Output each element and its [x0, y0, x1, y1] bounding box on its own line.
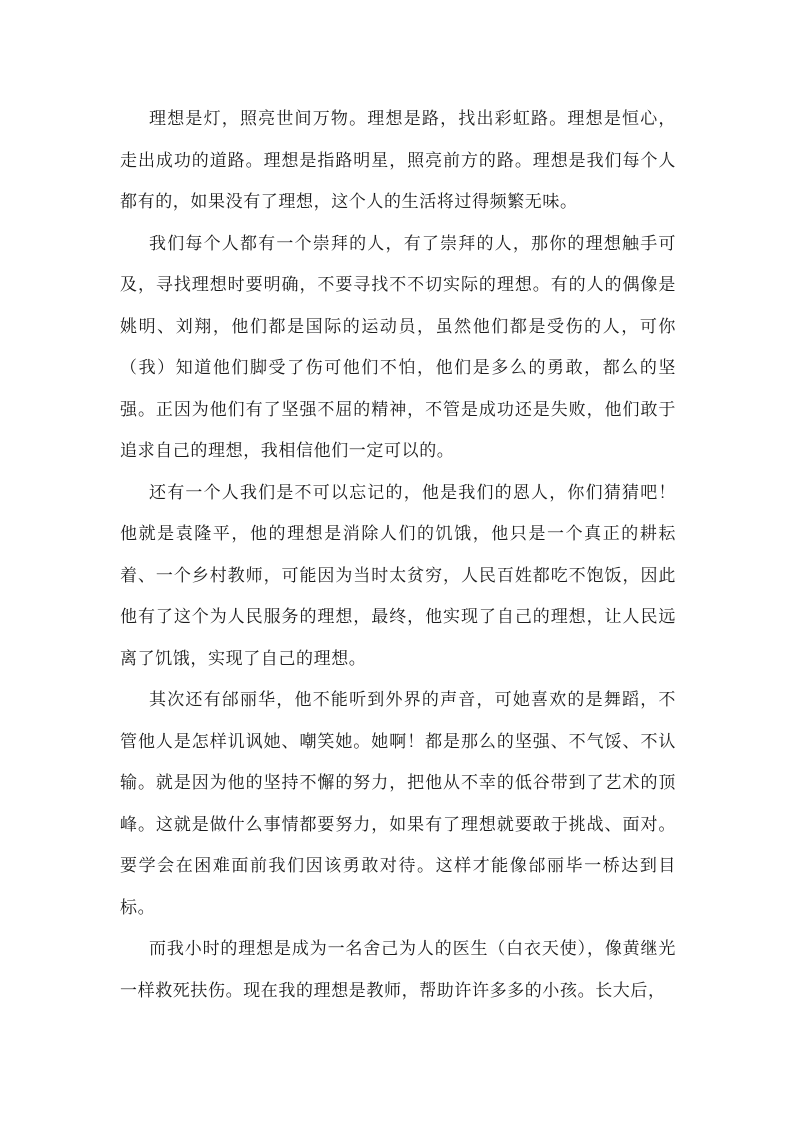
- paragraph-3: 还有一个人我们是不可以忘记的，他是我们的恩人，你们猜猜吧！他就是袁隆平，他的理想是消除人们的饥饿，他只是一个真正的耕耘着、一个乡村教师，可能因为当时太贫穷，人民百姓都吃不饱饭，因此他有了这个为人民服务的理想，最终，他实现了自己的理想，让人民远离了饥饿，实现了自己的理想。: [120, 482, 676, 669]
- paragraph-2: 我们每个人都有一个崇拜的人，有了崇拜的人，那你的理想触手可及，寻找理想时要明确，不要寻找不不切实际的理想。有的人的偶像是姚明、刘翔，他们都是国际的运动员，虽然他们都是受伤的人，可你（我）知道他们脚受了伤可他们不怕，他们是多么的勇敢，都么的坚强。正因为他们有了坚强不屈的精神，不管是成功还是失败，他们敢于追求自己的理想，我相信他们一定可以的。: [120, 233, 676, 461]
- document-page: [120, 99, 676, 1012]
- paragraph-4: 其次还有邰丽华，他不能听到外界的声音，可她喜欢的是舞蹈，不管他人是怎样讥讽她、嘲笑她。她啊！都是那么的坚强、不气馁、不认输。就是因为他的坚持不懈的努力，把他从不幸的低谷带到了艺术的顶峰。这就是做什么事情都要努力，如果有了理想就要敢于挑战、面对。要学会在困难面前我们因该勇敢对待。这样才能像邰丽毕一桥达到目标。: [120, 690, 676, 918]
- paragraph-1: 理想是灯，照亮世间万物。理想是路，找出彩虹路。理想是恒心，走出成功的道路。理想是指路明星，照亮前方的路。理想是我们每个人都有的，如果没有了理想，这个人的生活将过得频繁无味。: [120, 109, 676, 212]
- paragraph-5: 而我小时的理想是成为一名舍己为人的医生（白衣天使），像黄继光一样救死扶伤。现在我的理想是教师，帮助许许多多的小孩。长大后，: [120, 939, 676, 1001]
